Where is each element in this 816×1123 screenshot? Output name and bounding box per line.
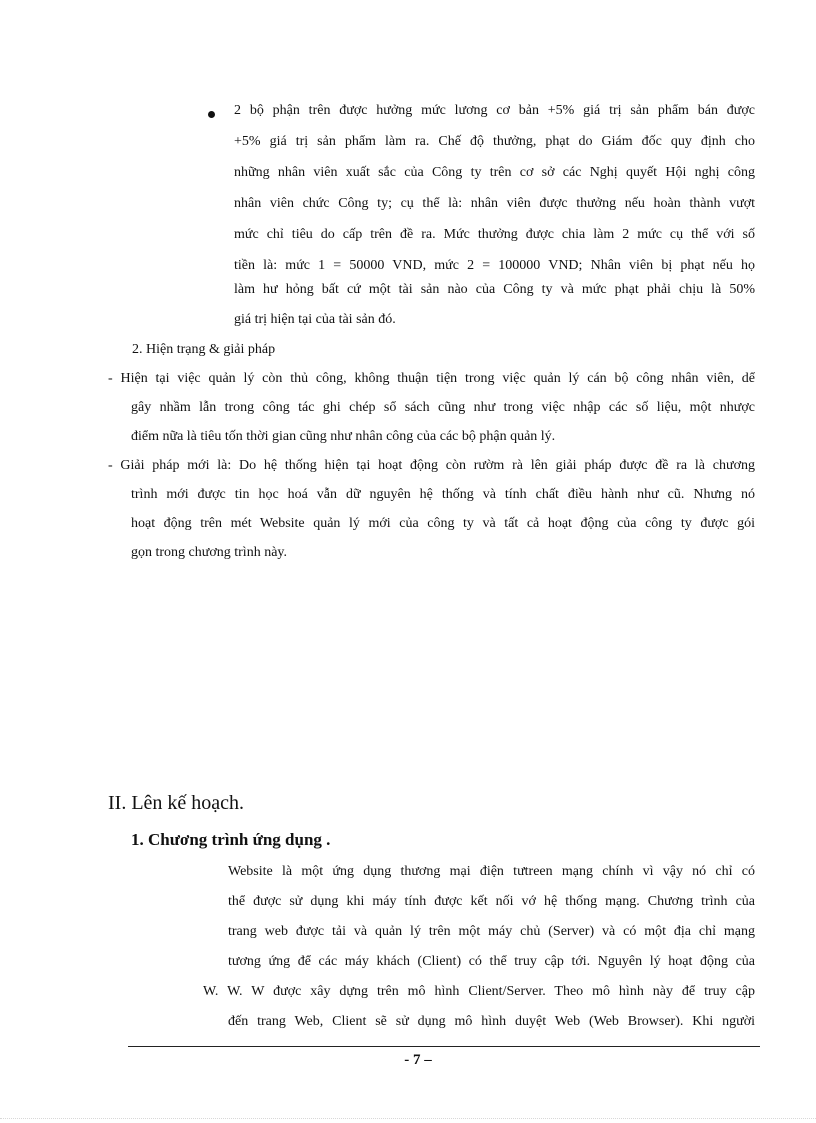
bullet-para-line: 2 bộ phận trên được hưởng mức lương cơ bản +5% giá trị sản phẩm bán được xyxy=(234,103,755,118)
bullet-para-line: nhân viên chức Công ty; cụ thể là: nhân viên được thưởng nếu hoàn thành vượt xyxy=(234,196,755,211)
dash-para-line: trình mới được tin học hoá vẫn dữ nguyên hệ thống và tính chất điều hành như cũ. Nhưng nó xyxy=(131,487,755,502)
final-para-line: thể được sử dụng khi máy tính được kết nối vớ hệ thống mạng. Chương trình của xyxy=(228,894,755,909)
bullet-icon xyxy=(208,111,215,118)
section-heading: 2. Hiện trạng & giải pháp xyxy=(132,342,276,357)
bullet-para-line: +5% giá trị sản phẩm làm ra. Chế độ thưởng, phạt do Giám đốc quy định cho xyxy=(234,134,755,149)
dash-para-line: gây nhầm lẫn trong công tác ghi chép sổ sách cũng như trong việc nhập các số liệu, một nhược xyxy=(131,400,755,415)
dash-para-line: - Hiện tại việc quản lý còn thủ công, không thuận tiện trong việc quản lý cán bộ công nhân viên, dể xyxy=(108,371,755,386)
dash-para-line: hoạt động trên mét Website quản lý mới của công ty và tất cả hoạt động của công ty được gói xyxy=(131,516,755,531)
final-para-line: trang web được tải và quản lý trên một máy chủ (Server) và có một địa chỉ mạng xyxy=(228,924,755,939)
bullet-para-line: làm hư hỏng bất cứ một tài sản nào của Công ty và mức phạt phải chịu là 50% xyxy=(234,282,755,297)
bullet-para-line: giá trị hiện tại của tài sản đó. xyxy=(234,312,396,327)
footer-rule xyxy=(128,1046,760,1047)
heading-1: 1. Chương trình ứng dụng . xyxy=(131,830,331,849)
dash-para-line: điểm nữa là tiêu tốn thời gian cũng như nhân công của các bộ phận quản lý. xyxy=(131,429,556,444)
bullet-para-line: tiền là: mức 1 = 50000 VND, mức 2 = 100000 VND; Nhân viên bị phạt nếu họ xyxy=(234,258,755,273)
final-para-line: đến trang Web, Client sẽ sử dụng mô hình duyệt Web (Web Browser). Khi người xyxy=(228,1014,755,1029)
final-para-line: W. W. W được xây dựng trên mô hình Client/Server. Theo mô hình này để truy cập xyxy=(203,984,755,999)
bullet-para-line: mức chỉ tiêu do cấp trên đề ra. Mức thưởng được chia làm 2 mức cụ thể với số xyxy=(234,227,755,242)
page-bottom-divider xyxy=(0,1118,816,1119)
dash-para-line: gọn trong chương trình này. xyxy=(131,545,288,560)
final-para-line: Website là một ứng dụng thương mại điện tưtreen mạng chính vì vậy nó chỉ có xyxy=(228,864,755,879)
page-number: - 7 – xyxy=(404,1052,432,1068)
bullet-para-line: những nhân viên xuất sắc của Công ty trên cơ sở các Nghị quyết Hội nghị công xyxy=(234,165,755,180)
heading-II: II. Lên kế hoạch. xyxy=(108,792,245,814)
final-para-line: tương ứng để các máy khách (Client) có thể truy cập tới. Nguyên lý hoạt động của xyxy=(228,954,755,969)
dash-para-line: - Giải pháp mới là: Do hệ thống hiện tại hoạt động còn rườm rà lên giải pháp được đề ra là chương xyxy=(108,458,755,473)
